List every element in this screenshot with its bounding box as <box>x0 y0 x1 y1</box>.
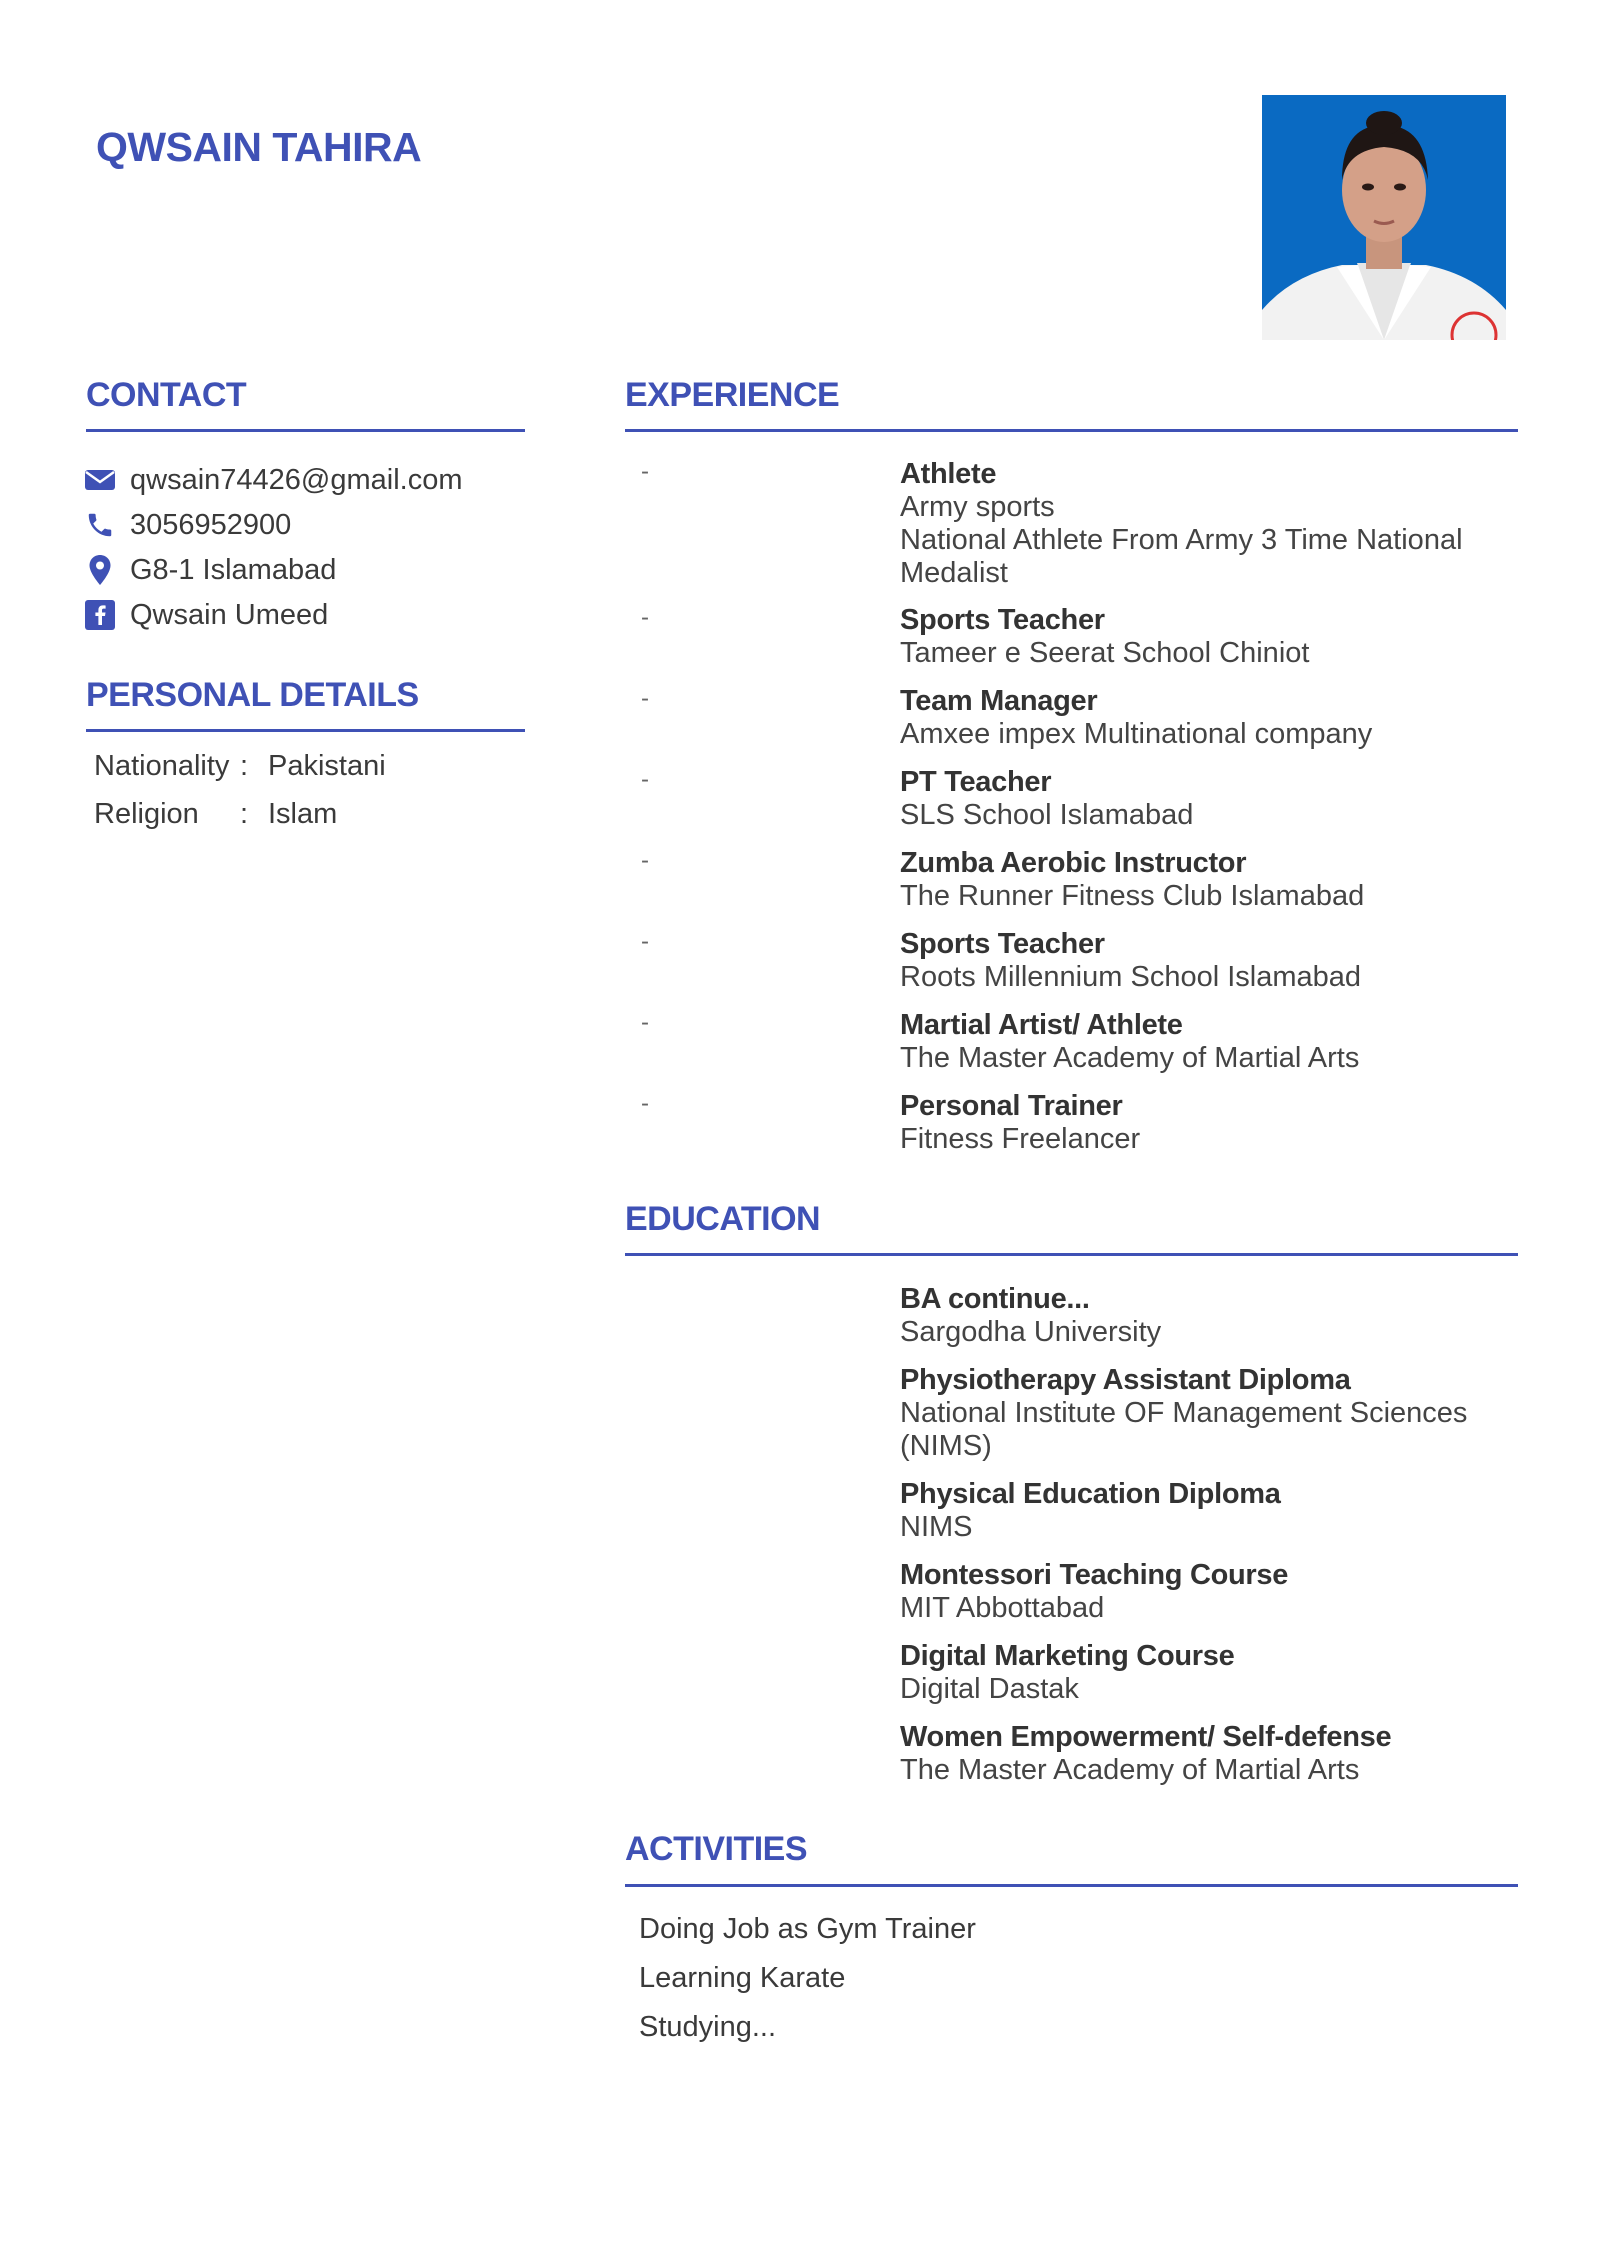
education-title: Physical Education Diploma <box>900 1478 1281 1510</box>
personal-label: Nationality <box>94 750 230 782</box>
colon: : <box>240 750 249 782</box>
personal-label: Religion <box>94 798 199 830</box>
job-role: Zumba Aerobic Instructor <box>900 847 1247 879</box>
contact-phone <box>84 505 291 545</box>
personal-value: Islam <box>268 798 338 830</box>
activities-heading: ACTIVITIES <box>625 1830 808 1868</box>
personal-row-nationality <box>94 750 386 783</box>
personal-value: Pakistani <box>268 750 386 782</box>
education-heading: EDUCATION <box>625 1200 821 1238</box>
job-org: Amxee impex Multinational company <box>900 718 1373 750</box>
job-role: Sports Teacher <box>900 928 1105 960</box>
job-org: The Runner Fitness Club Islamabad <box>900 880 1365 912</box>
job-role: Personal Trainer <box>900 1090 1123 1122</box>
facebook-text: Qwsain Umeed <box>130 598 329 631</box>
activities-divider <box>625 1884 1518 1887</box>
job-role: Athlete <box>900 458 997 490</box>
education-institution: Sargodha University <box>900 1316 1162 1348</box>
education-title: Women Empowerment/ Self-defense <box>900 1721 1392 1753</box>
experience-divider <box>625 429 1518 432</box>
activity-item: Doing Job as Gym Trainer <box>639 1913 976 1945</box>
bullet-dash: - <box>641 458 649 485</box>
envelope-icon <box>84 464 116 496</box>
education-institution: MIT Abbottabad <box>900 1592 1105 1624</box>
bullet-dash: - <box>641 685 649 712</box>
job-org: SLS School Islamabad <box>900 799 1194 831</box>
portrait-illustration <box>1262 95 1506 340</box>
bullet-dash: - <box>641 1009 649 1036</box>
activity-item: Studying... <box>639 2011 777 2043</box>
personal-row-religion <box>94 798 337 831</box>
contact-location <box>84 550 336 590</box>
experience-heading: EXPERIENCE <box>625 376 840 414</box>
education-title: Physiotherapy Assistant Diploma <box>900 1364 1351 1396</box>
education-title: Montessori Teaching Course <box>900 1559 1289 1591</box>
bullet-dash: - <box>641 1090 649 1117</box>
bullet-dash: - <box>641 847 649 874</box>
contact-email <box>84 460 463 500</box>
location-pin-icon <box>84 554 116 586</box>
bullet-dash: - <box>641 928 649 955</box>
education-institution: National Institute OF Management Sciences (NIMS) <box>900 1397 1468 1462</box>
job-org: Roots Millennium School Islamabad <box>900 961 1361 993</box>
education-institution: Digital Dastak <box>900 1673 1079 1705</box>
phone-icon <box>84 509 116 541</box>
job-role: PT Teacher <box>900 766 1052 798</box>
bullet-dash: - <box>641 766 649 793</box>
colon: : <box>240 798 249 830</box>
job-role: Team Manager <box>900 685 1098 717</box>
education-title: BA continue... <box>900 1283 1090 1315</box>
activity-item: Learning Karate <box>639 1962 846 1994</box>
job-desc: National Athlete From Army 3 Time National Medalist <box>900 524 1463 589</box>
facebook-icon <box>84 599 116 631</box>
profile-photo <box>1262 95 1506 340</box>
job-org: Army sports <box>900 491 1055 523</box>
bullet-dash: - <box>641 604 649 631</box>
location-text: G8-1 Islamabad <box>130 553 337 586</box>
education-divider <box>625 1253 1518 1256</box>
personal-divider <box>86 729 525 732</box>
contact-facebook <box>84 595 328 635</box>
email-text: qwsain74426@gmail.com <box>130 463 463 496</box>
job-role: Martial Artist/ Athlete <box>900 1009 1183 1041</box>
education-title: Digital Marketing Course <box>900 1640 1235 1672</box>
contact-divider <box>86 429 525 432</box>
job-org: Fitness Freelancer <box>900 1123 1141 1155</box>
job-org: The Master Academy of Martial Arts <box>900 1042 1360 1074</box>
job-role: Sports Teacher <box>900 604 1105 636</box>
phone-text: 3056952900 <box>130 508 292 541</box>
personal-heading: PERSONAL DETAILS <box>86 676 419 714</box>
contact-heading: CONTACT <box>86 376 247 414</box>
education-institution: NIMS <box>900 1511 973 1543</box>
candidate-name: QWSAIN TAHIRA <box>96 124 422 170</box>
education-institution: The Master Academy of Martial Arts <box>900 1754 1360 1786</box>
job-org: Tameer e Seerat School Chiniot <box>900 637 1310 669</box>
